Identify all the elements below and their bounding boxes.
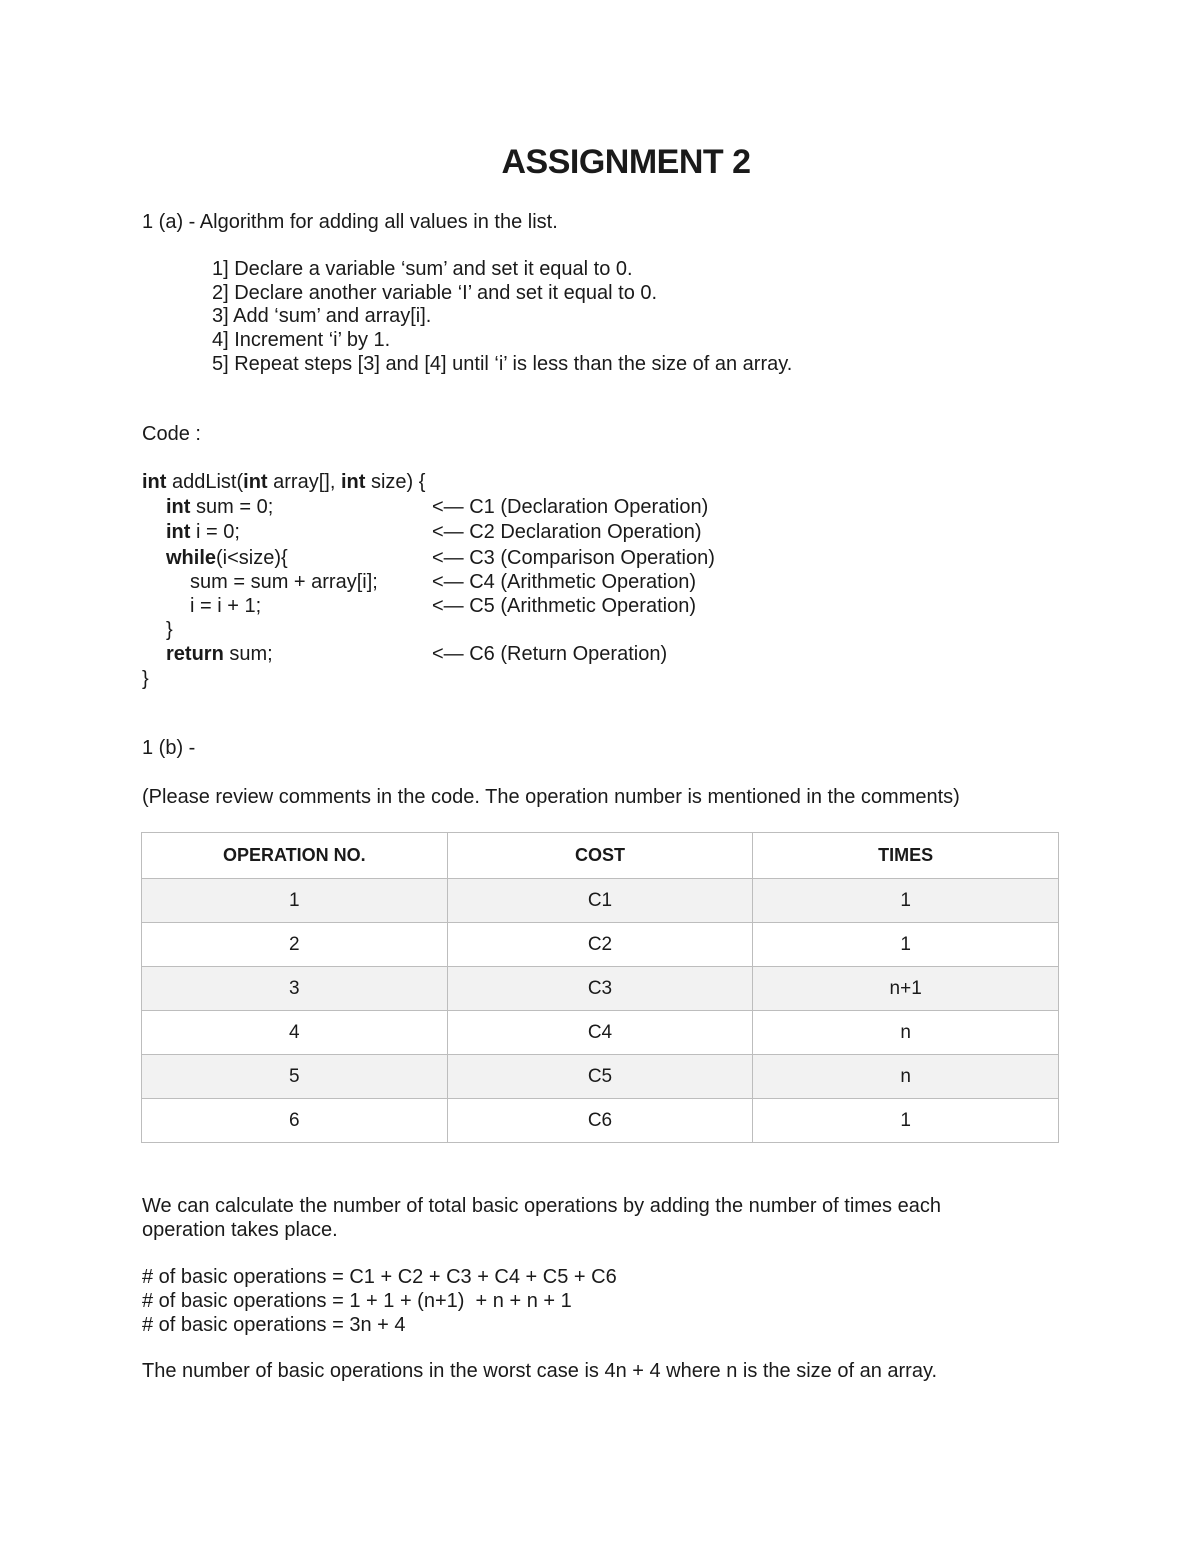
- algorithm-step-4: 4] Increment ‘i’ by 1.: [212, 329, 391, 351]
- table-cell: 1: [142, 879, 448, 923]
- table-cell: 3: [142, 967, 448, 1011]
- equation-1: # of basic operations = C1 + C2 + C3 + C4 + C5 + C6: [142, 1266, 617, 1288]
- page-title: ASSIGNMENT 2: [501, 143, 751, 181]
- table-cell: 1: [753, 923, 1059, 967]
- code-comment-c2: <— C2 Declaration Operation): [432, 521, 702, 543]
- algorithm-step-1: 1] Declare a variable ‘sum’ and set it equal to 0.: [212, 258, 633, 280]
- table-cell: 4: [142, 1011, 448, 1055]
- code-comment-c3: <— C3 (Comparison Operation): [432, 547, 715, 569]
- table-cell: C3: [447, 967, 753, 1011]
- table-row: [142, 1011, 1059, 1055]
- table-cell: 5: [142, 1055, 448, 1099]
- table-row: [142, 1099, 1059, 1143]
- code-line-sum-decl: int sum = 0;: [166, 496, 274, 518]
- table-cell: 1: [753, 1099, 1059, 1143]
- code-line-return: return sum;: [166, 643, 273, 665]
- table-cell: n+1: [753, 967, 1059, 1011]
- question-1b-note: (Please review comments in the code. The operation number is mentioned in the comments): [142, 786, 960, 808]
- code-signature: int addList(int array[], int size) {: [142, 471, 426, 493]
- code-line-close-function: }: [142, 668, 149, 690]
- algorithm-step-5: 5] Repeat steps [3] and [4] until ‘i’ is less than the size of an array.: [212, 353, 793, 375]
- column-header: OPERATION NO.: [142, 833, 448, 879]
- table-cell: 2: [142, 923, 448, 967]
- code-line-sum-add: sum = sum + array[i];: [190, 571, 378, 593]
- equation-3: # of basic operations = 3n + 4: [142, 1314, 406, 1336]
- table-cell: 6: [142, 1099, 448, 1143]
- table-cell: C2: [447, 923, 753, 967]
- code-comment-c6: <— C6 (Return Operation): [432, 643, 668, 665]
- algorithm-step-3: 3] Add ‘sum’ and array[i].: [212, 305, 432, 327]
- table-cell: n: [753, 1055, 1059, 1099]
- code-label: Code :: [142, 423, 201, 445]
- code-comment-c1: <— C1 (Declaration Operation): [432, 496, 709, 518]
- table-cell: C5: [447, 1055, 753, 1099]
- table-cell: n: [753, 1011, 1059, 1055]
- algorithm-step-2: 2] Declare another variable ‘I’ and set it equal to 0.: [212, 282, 658, 304]
- table-cell: C6: [447, 1099, 753, 1143]
- question-1b-heading: 1 (b) -: [142, 737, 196, 759]
- table-row: [142, 923, 1059, 967]
- column-header: COST: [447, 833, 753, 879]
- code-line-close-while: }: [166, 619, 173, 641]
- code-line-while: while(i<size){: [166, 547, 288, 569]
- conclusion: The number of basic operations in the worst case is 4n + 4 where n is the size of an array.: [142, 1360, 938, 1382]
- operations-table: [141, 832, 1059, 1143]
- code-comment-c5: <— C5 (Arithmetic Operation): [432, 595, 696, 617]
- code-line-increment: i = i + 1;: [190, 595, 262, 617]
- code-keyword: int: [340, 471, 366, 493]
- table-cell: C1: [447, 879, 753, 923]
- code-line-i-decl: int i = 0;: [166, 521, 240, 543]
- table-header-row: [142, 833, 1059, 879]
- column-header: TIMES: [753, 833, 1059, 879]
- explanation-line-1: We can calculate the number of total basic operations by adding the number of times each: [142, 1195, 941, 1217]
- equation-2: # of basic operations = 1 + 1 + (n+1) + n + n + 1: [142, 1290, 572, 1312]
- table-row: [142, 1055, 1059, 1099]
- table-row: [142, 967, 1059, 1011]
- question-1a-heading: 1 (a) - Algorithm for adding all values in the list.: [142, 211, 558, 233]
- table-cell: 1: [753, 879, 1059, 923]
- code-comment-c4: <— C4 (Arithmetic Operation): [432, 571, 696, 593]
- table-cell: C4: [447, 1011, 753, 1055]
- code-keyword: int: [142, 471, 167, 493]
- code-keyword: int: [243, 471, 268, 493]
- table-row: [142, 879, 1059, 923]
- explanation-line-2: operation takes place.: [142, 1219, 338, 1241]
